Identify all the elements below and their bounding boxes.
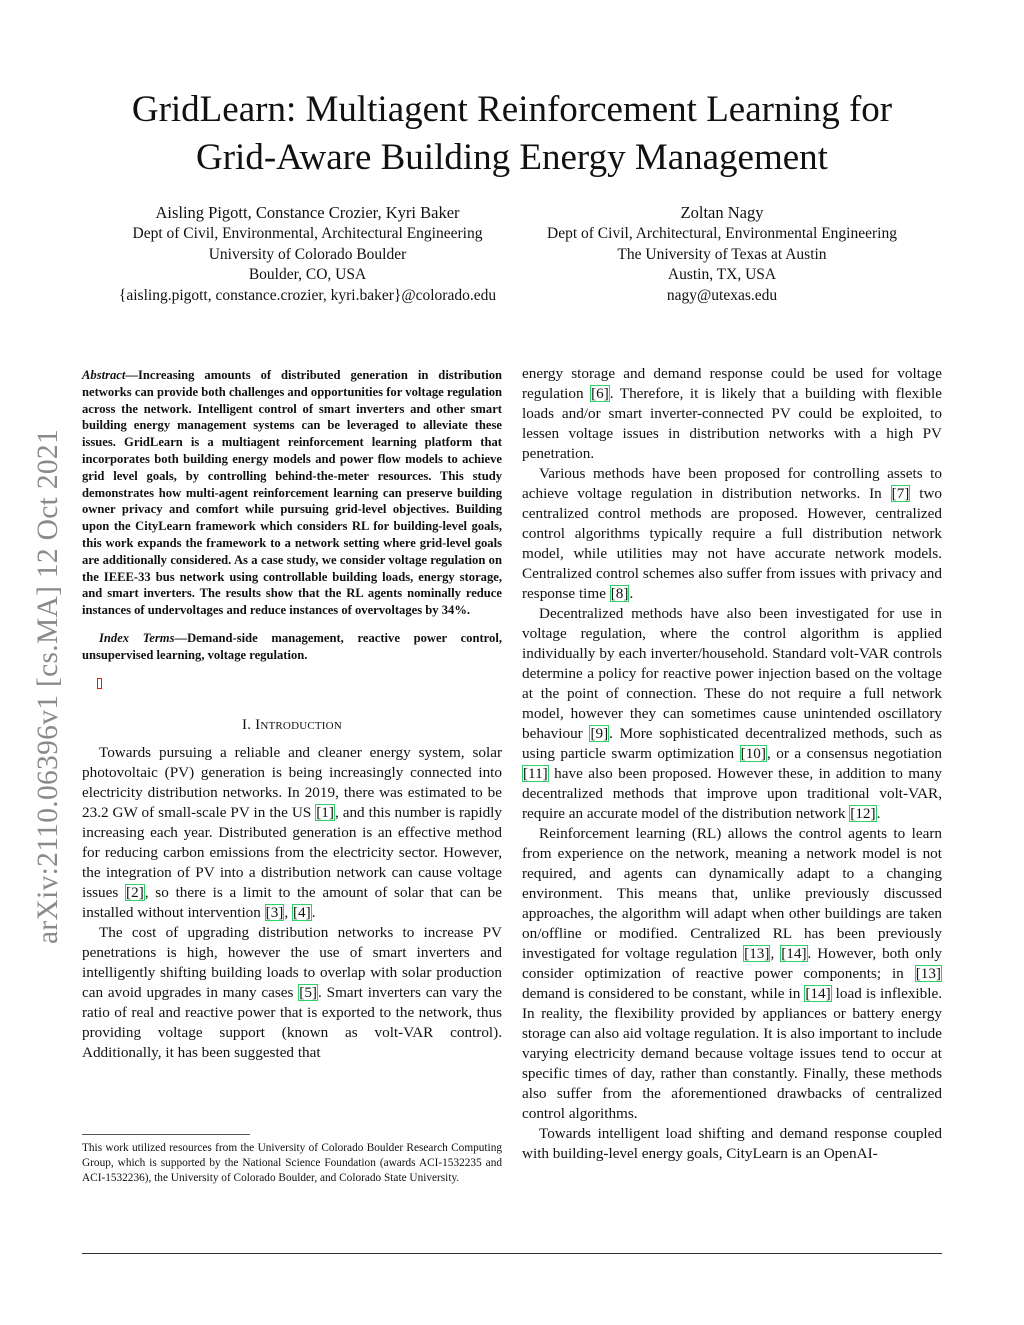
author-block-colorado — [100, 202, 515, 307]
author-email: {aisling.pigott, constance.crozier, kyri.baker}@colorado.edu — [118, 287, 497, 305]
index-terms — [82, 630, 502, 664]
paragraph-text: demand is considered to be constant, while in — [522, 985, 805, 1002]
index-terms-label: Index Terms — [99, 630, 175, 645]
citation-link[interactable]: [13] — [744, 945, 770, 962]
section-title: Introduction — [255, 716, 342, 733]
citation-link[interactable]: [14] — [781, 945, 807, 962]
paragraph-text: load is inflexible. In reality, the flexibility provided by appliances or battery energy storage can also aid voltage regulation. It is also important to include varying electricity demand because voltage issues tend to occur at specific times of day, rather than constantly. Finally, these methods also suffer from the aforementioned drawbacks of centralized control algorithms. — [522, 985, 942, 1122]
abstract — [82, 367, 502, 619]
author-names: Aisling Pigott, Constance Crozier, Kyri Baker — [155, 203, 460, 222]
title-line-1: GridLearn: Multiagent Reinforcement Learning for — [131, 89, 893, 130]
abstract-label: Abstract — [82, 368, 126, 382]
citation-link[interactable]: [13] — [915, 965, 941, 982]
paragraph-text: have also been proposed. However these, in addition to many decentralized methods that improve upon traditional volt-VAR, require an accurate model of the distribution network — [522, 765, 942, 822]
author-location: Austin, TX, USA — [667, 266, 777, 284]
paragraph-text: , so there is a limit to the amount of solar that can be installed without intervention — [82, 883, 502, 921]
citation-link[interactable]: [3] — [265, 903, 284, 921]
paragraph-text: . However, both only consider optimization of reactive power components; in — [522, 945, 943, 982]
footnote: This work utilized resources from the University of Colorado Boulder Research Computing Group, which is supported by the National Science Foundation (awards ACI-1532235 and ACI-1532236), the University of Colorado Boulder, and Colorado State University. — [82, 1142, 502, 1184]
author-location: Boulder, CO, USA — [248, 266, 367, 284]
left-column — [82, 367, 502, 1063]
paragraph-text: . Therefore, it is likely that a building with flexible loads and/or smart inverter-connected PV could be exploited, to lessen voltage issues in distribution networks with a high PV penetration. — [522, 385, 942, 462]
paragraph-text: Decentralized methods have also been investigated for use in voltage regulation, where the control algorithm is applied individually by each inverter/household. Standard volt-VAR controls determine a policy for reactive power injection based on the voltage at the point of connection. These do not require a full network model, however they can sometimes cause unintended oscillatory behaviour — [522, 605, 942, 742]
paragraph — [522, 1124, 942, 1164]
right-column — [522, 364, 942, 1164]
annotation-marker — [97, 678, 102, 689]
citation-link[interactable]: [4] — [292, 903, 311, 921]
abstract-text: —Increasing amounts of distributed generation in distribution networks can provide both challenges and opportunities for voltage regulation across the network. Intelligent control of smart inverters and other smart building energy management systems can be leveraged to alleviate these issues. GridLearn is a multiagent reinforcement learning platform that incorporates both building energy models and power flow models to achieve grid level goals, by controlling behind-the-meter resources. This study demonstrates how multi-agent reinforcement learning can preserve building owner privacy and comfort while pursuing grid-level objectives. Building upon the CityLearn framework which considers RL for building-level goals, this work expands the framework to a network setting where grid-level goals are additionally considered. As a case study, we consider voltage regulation on the IEEE-33 bus network using controllable building loads, energy storage, and smart inverters. The results show that the RL agents nominally reduce instances of undervoltages and reduce instances of overvoltages by 34%. — [82, 368, 502, 618]
citation-link[interactable]: [8] — [610, 585, 629, 602]
author-university: The University of Texas at Austin — [617, 245, 827, 263]
citation-link[interactable]: [1] — [316, 803, 334, 821]
paragraph-text: , and this number is rapidly increasing each year. Distributed generation is an effective method for reducing carbon emissions from the electricity sector. However, the integration of PV into a distribution network can cause voltage issues — [82, 803, 502, 901]
page-bottom-rule — [82, 1253, 942, 1254]
author-names: Zoltan Nagy — [680, 203, 764, 222]
citation-link[interactable]: [10] — [740, 745, 766, 762]
paragraph-text: . More sophisticated decentralized methods, such as using particle swarm optimization — [522, 725, 943, 762]
citation-link[interactable]: [5] — [299, 983, 317, 1001]
paragraph — [522, 364, 942, 464]
paragraph — [522, 824, 942, 1124]
paragraph-text: two centralized control methods are proposed. However, centralized control algorithms typically require a full distribution network model, while utilities may not have accurate network models. Centralized control schemes also suffer from issues with privacy and response time — [522, 485, 942, 602]
paragraph-text: Towards pursuing a reliable and cleaner energy system, solar photovoltaic (PV) generation is being increasingly connected into electricity distribution networks. In 2019, there was estimated to be 23.2 GW of small-scale PV in the US — [82, 743, 502, 821]
paragraph-text: Reinforcement learning (RL) allows the control agents to learn from experience on the network, meaning a network model is not required, and agents can dynamically adapt to a changing environment. This means that, unlike previously discussed approaches, the algorithm will adapt when other buildings are taken on/offline or modified. Centralized RL has been previously investigated for voltage regulation — [522, 825, 942, 962]
section-heading-introduction — [82, 715, 502, 735]
paragraph — [82, 743, 502, 923]
paper-title — [0, 86, 1024, 182]
paragraph-text: Various methods have been proposed for controlling assets to achieve voltage regulation in distribution networks. In — [522, 465, 942, 502]
citation-link[interactable]: [12] — [850, 805, 876, 822]
citation-link[interactable]: [14] — [805, 985, 831, 1002]
footnote-divider — [82, 1134, 250, 1135]
paragraph — [522, 604, 942, 824]
title-line-2: Grid-Aware Building Energy Management — [196, 137, 828, 178]
arxiv-sidebar-identifier: arXiv:2110.06396v1 [cs.MA] 12 Oct 2021 — [32, 428, 64, 944]
paragraph-text: , — [770, 945, 781, 962]
citation-link[interactable]: [7] — [891, 485, 910, 502]
paragraph — [82, 923, 502, 1063]
paragraph-text: . — [876, 805, 881, 822]
author-university: University of Colorado Boulder — [208, 245, 407, 263]
author-dept: Dept of Civil, Environmental, Architectural Engineering — [132, 225, 483, 242]
paragraph-text: energy storage and demand response could be used for voltage regulation — [522, 365, 942, 402]
index-terms-text: —Demand-side management, reactive power control, unsupervised learning, voltage regulation. — [82, 630, 502, 662]
paragraph-text: . — [311, 903, 316, 921]
citation-link[interactable]: [11] — [523, 765, 548, 782]
paragraph-text: , or a consensus negotiation — [766, 745, 942, 762]
author-dept: Dept of Civil, Architectural, Environmental Engineering — [547, 225, 897, 242]
paragraph — [522, 464, 942, 604]
paragraph-text: . Smart inverters can vary the ratio of real and reactive power that is exported to the network, thus providing voltage support (known as volt-VAR control). Additionally, it has been suggested that — [82, 983, 502, 1061]
paragraph-text: Towards intelligent load shifting and demand response coupled with building-level energy goals, CityLearn is an OpenAI- — [522, 1125, 942, 1162]
paragraph-text: , — [284, 903, 292, 921]
author-email: nagy@utexas.edu — [666, 287, 778, 305]
citation-link[interactable]: [2] — [126, 883, 144, 901]
citation-link[interactable]: [6] — [591, 385, 609, 402]
citation-link[interactable]: [9] — [590, 725, 609, 742]
author-block-texas — [522, 202, 922, 307]
section-number: I. — [242, 716, 252, 733]
paragraph-text: . — [629, 585, 634, 602]
paragraph-text: The cost of upgrading distribution networks to increase PV penetrations is high, however the use of smart inverters and intelligently shifting building loads to overlap with solar production can avoid upgrades in many cases — [82, 923, 502, 1001]
